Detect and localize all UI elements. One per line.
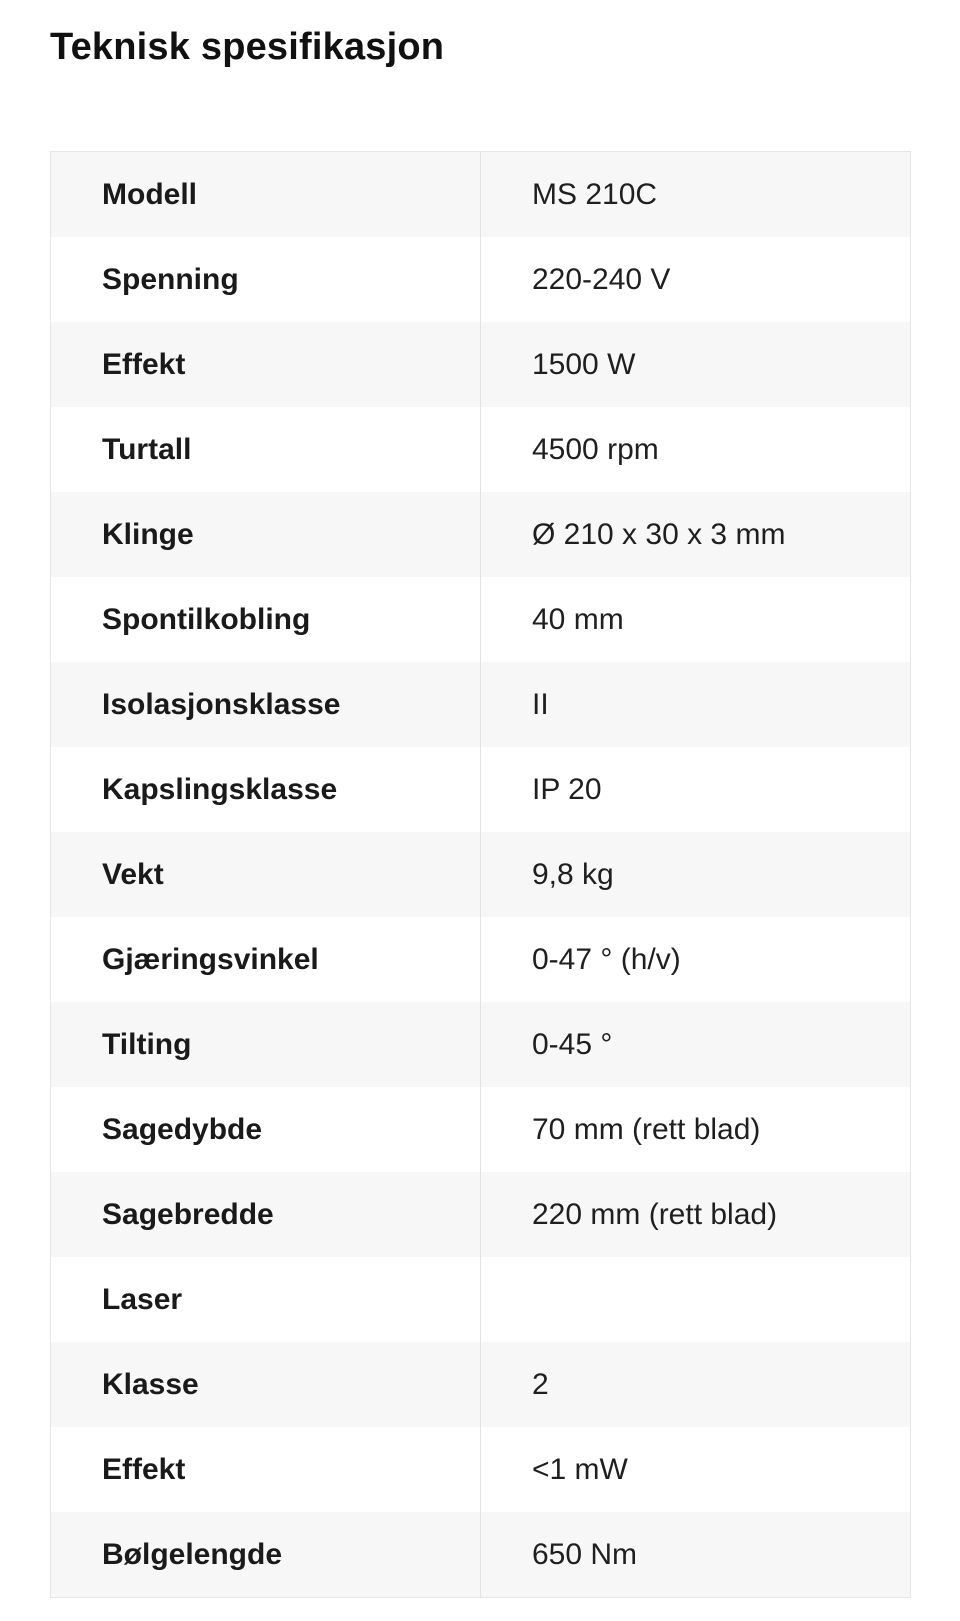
spec-value: 0-45 ° xyxy=(532,1027,613,1061)
table-row xyxy=(51,492,910,577)
spec-label: Effekt xyxy=(51,322,481,407)
spec-value: <1 mW xyxy=(532,1452,628,1486)
table-row xyxy=(51,1002,910,1087)
table-row xyxy=(51,237,910,322)
spec-value: IP 20 xyxy=(532,772,602,806)
spec-value: 220-240 V xyxy=(532,262,671,296)
spec-label: Effekt xyxy=(51,1427,481,1512)
spec-value: 40 mm xyxy=(532,602,624,636)
table-row xyxy=(51,322,910,407)
table-row xyxy=(51,152,910,237)
spec-value: 220 mm (rett blad) xyxy=(532,1197,778,1231)
table-row xyxy=(51,662,910,747)
table-row xyxy=(51,832,910,917)
spec-label: Bølgelengde xyxy=(51,1512,481,1597)
spec-label: Turtall xyxy=(51,407,481,492)
table-row xyxy=(51,1512,910,1597)
spec-value: 2 xyxy=(532,1367,549,1401)
spec-label: Klinge xyxy=(51,492,481,577)
table-row xyxy=(51,577,910,662)
spec-value: 9,8 kg xyxy=(532,857,614,891)
spec-label: Sagebredde xyxy=(51,1172,481,1257)
spec-value: 4500 rpm xyxy=(532,432,659,466)
spec-value: Ø 210 x 30 x 3 mm xyxy=(532,517,786,551)
spec-label: Tilting xyxy=(51,1002,481,1087)
spec-value xyxy=(481,1257,910,1342)
table-row xyxy=(51,1257,910,1342)
spec-value: MS 210C xyxy=(532,177,658,211)
spec-value: 650 Nm xyxy=(532,1537,638,1571)
spec-label: Isolasjonsklasse xyxy=(51,662,481,747)
spec-value: 70 mm (rett blad) xyxy=(532,1112,761,1146)
spec-label: Gjæringsvinkel xyxy=(51,917,481,1002)
spec-value: 1500 W xyxy=(532,347,636,381)
spec-label: Klasse xyxy=(51,1342,481,1427)
spec-label: Spontilkobling xyxy=(51,577,481,662)
spec-label: Modell xyxy=(51,152,481,237)
spec-table xyxy=(50,151,911,1598)
spec-label: Spenning xyxy=(51,237,481,322)
spec-label: Kapslingsklasse xyxy=(51,747,481,832)
table-row xyxy=(51,1427,910,1512)
spec-value: II xyxy=(532,687,549,721)
table-row xyxy=(51,747,910,832)
spec-value: 0-47 ° (h/v) xyxy=(532,942,681,976)
table-row xyxy=(51,1342,910,1427)
table-row xyxy=(51,407,910,492)
spec-label: Sagedybde xyxy=(51,1087,481,1172)
page-title: Teknisk spesifikasjon xyxy=(50,26,445,68)
table-row xyxy=(51,1087,910,1172)
spec-label: Vekt xyxy=(51,832,481,917)
table-row xyxy=(51,1172,910,1257)
table-row xyxy=(51,917,910,1002)
spec-label: Laser xyxy=(51,1257,481,1342)
